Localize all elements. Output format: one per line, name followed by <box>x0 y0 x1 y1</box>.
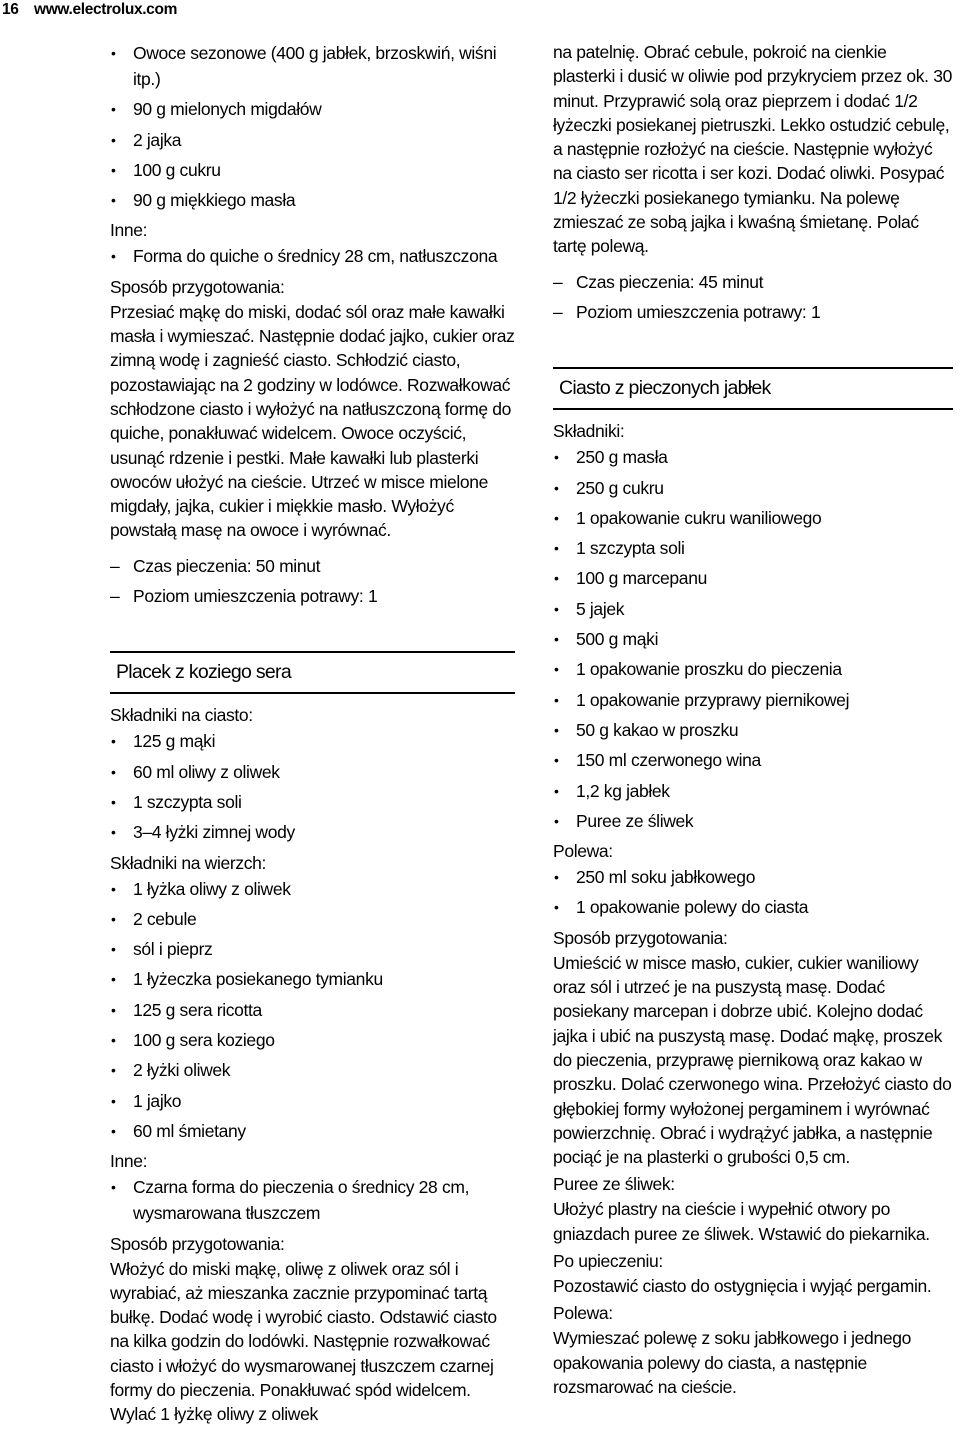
list-item: • 90 g mielonych migdałów <box>110 96 515 122</box>
left-column <box>110 40 515 1429</box>
method-text-continued: na patelnię. Obrać cebule, pokroić na cienkie plasterki i dusić w oliwie pod przykryciem przez ok. 30 minut. Przyprawić solą oraz pieprzem i dodać 1/2 łyżeczki posiekanej pietruszki. Lekko ostudzić cebulę, a następnie rozłożyć na cieście. Następnie wyłożyć na ciasto ser ricotta i ser kozi. Dodać oliwki. Posypać 1/2 łyżeczki posiekanego tymianku. Na polewę zmieszać ze sobą jajka i kwaśną śmietanę. Polać tartę polewą. <box>553 42 952 257</box>
list-item: • 1 szczypta soli <box>553 535 953 561</box>
shelf-level: – Poziom umieszczenia potrawy: 1 <box>553 299 953 325</box>
after-baking-heading: Po upieczeniu: <box>553 1250 663 1271</box>
list-item: • 5 jajek <box>553 596 953 622</box>
glaze-list <box>553 864 953 920</box>
dough-heading: Składniki na ciasto: <box>110 705 253 726</box>
dough-list <box>110 728 515 845</box>
recipe-title: Placek z koziego sera <box>116 661 291 684</box>
list-item: • 2 cebule <box>110 906 515 932</box>
list-item: • 1 łyżka oliwy z oliwek <box>110 876 515 902</box>
page-header <box>0 0 960 24</box>
glaze-text: Wymieszać polewę z soku jabłkowego i jednego opakowania polewy do ciasta, a następnie rozsmarować na cieście. <box>553 1328 911 1397</box>
list-item: • 1 opakowanie proszku do pieczenia <box>553 656 953 682</box>
list-item: • 60 ml oliwy z oliwek <box>110 759 515 785</box>
list-item: • 100 g sera koziego <box>110 1027 515 1053</box>
recipe-title-box <box>553 367 953 410</box>
list-item: • 1 jajko <box>110 1088 515 1114</box>
shelf-level: – Poziom umieszczenia potrawy: 1 <box>110 583 515 609</box>
list-item: • Owoce sezonowe (400 g jabłek, brzoskwiń, wiśni itp.) <box>110 40 515 92</box>
other-list <box>110 243 515 269</box>
bake-info-list <box>553 269 953 325</box>
list-item: • 1 opakowanie przyprawy piernikowej <box>553 687 953 713</box>
list-item: • 250 g masła <box>553 444 953 470</box>
method-text: Włożyć do miski mąkę, oliwę z oliwek oraz sól i wyrabiać, aż mieszanka zacznie przypominać tartą bułkę. Dodać wodę i wyrobić ciasto. Odstawić ciasto na kilka godzin do lodówki. Następnie rozwałkować ciasto i włożyć do wysmarowanej tłuszczem czarnej formy do pieczenia. Ponakłuwać spód widelcem. Wylać 1 łyżkę oliwy z oliwek <box>110 1258 497 1425</box>
list-item: • 1 łyżeczka posiekanego tymianku <box>110 966 515 992</box>
list-item: • Czarna forma do pieczenia o średnicy 28 cm, wysmarowana tłuszczem <box>110 1174 515 1226</box>
list-item: • 100 g marcepanu <box>553 565 953 591</box>
list-item: • 250 ml soku jabłkowego <box>553 864 953 890</box>
method-text: Przesiać mąkę do miski, dodać sól oraz małe kawałki masła i wymieszać. Następnie dodać jajko, cukier oraz zimną wodę i zagnieść ciasto. Schłodzić ciasto, pozostawiając na 2 godziny w lodówce. Rozwałkować schłodzone ciasto i wyłożyć na natłuszczoną formę do quiche, ponakłuwać widelcem. Owoce oczyścić, usunąć rdzenie i pestki. Małe kawałki lub plasterki owoców ułożyć na cieście. Utrzeć w misce mielone migdały, jajka, cukier i miękkie masło. Wyłożyć powstałą masę na owoce i wyrównać. <box>110 301 515 541</box>
website-link[interactable]: www.electrolux.com <box>34 1 178 18</box>
topping-list <box>110 876 515 1144</box>
list-item: • 1 opakowanie cukru waniliowego <box>553 505 953 531</box>
bake-time: – Czas pieczenia: 45 minut <box>553 269 953 295</box>
method-heading: Sposób przygotowania: <box>110 1233 285 1254</box>
list-item: • Puree ze śliwek <box>553 808 953 834</box>
bake-time: – Czas pieczenia: 50 minut <box>110 553 515 579</box>
right-column <box>553 40 953 1401</box>
list-item: • Forma do quiche o średnicy 28 cm, natłuszczona <box>110 243 515 269</box>
list-item: • 250 g cukru <box>553 475 953 501</box>
page-number: 16 <box>2 1 19 18</box>
recipe-title-box <box>110 651 515 694</box>
list-item: • 125 g sera ricotta <box>110 997 515 1023</box>
list-item: • 1 opakowanie polewy do ciasta <box>553 894 953 920</box>
other-heading: Inne: <box>110 1151 148 1172</box>
fruit-ingredient-list <box>110 40 515 213</box>
method-text: Umieścić w misce masło, cukier, cukier waniliowy oraz sól i utrzeć je na puszystą masę. Dodać posiekany marcepan i dobrze ubić. Kolejno dodać jajka i ubić na puszystą masę. Dodać mąkę, proszek do pieczenia, przyprawę piernikową oraz kakao w proszku. Dolać czerwonego wina. Przełożyć ciasto do głębokiej formy wyłożonej pergaminem i wyrównać powierzchnię. Obrać i wydrążyć jabłka, a następnie pociąć je na plasterki o grubości 0,5 cm. <box>553 952 952 1168</box>
list-item: • 150 ml czerwonego wina <box>553 747 953 773</box>
other-list <box>110 1174 515 1226</box>
glaze-heading: Polewa: <box>553 1303 613 1324</box>
ingredient-list <box>553 444 953 834</box>
puree-text: Ułożyć plastry na cieście i wypełnić otwory po gniazdach puree ze śliwek. Wstawić do piekarnika. <box>553 1199 930 1244</box>
list-item: • sól i pieprz <box>110 936 515 962</box>
glaze-heading: Polewa: <box>553 841 613 862</box>
method-heading: Sposób przygotowania: <box>110 276 285 297</box>
bake-info-list <box>110 553 515 609</box>
list-item: • 90 g miękkiego masła <box>110 187 515 213</box>
list-item: • 50 g kakao w proszku <box>553 717 953 743</box>
list-item: • 3–4 łyżki zimnej wody <box>110 819 515 845</box>
list-item: • 2 łyżki oliwek <box>110 1057 515 1083</box>
list-item: • 1,2 kg jabłek <box>553 778 953 804</box>
list-item: • 2 jajka <box>110 127 515 153</box>
other-heading: Inne: <box>110 220 148 241</box>
recipe-title: Ciasto z pieczonych jabłek <box>559 377 771 400</box>
ingredients-heading: Składniki: <box>553 421 625 442</box>
topping-heading: Składniki na wierzch: <box>110 852 267 873</box>
list-item: • 500 g mąki <box>553 626 953 652</box>
list-item: • 100 g cukru <box>110 157 515 183</box>
after-baking-text: Pozostawić ciasto do ostygnięcia i wyjąć pergamin. <box>553 1275 932 1296</box>
list-item: • 125 g mąki <box>110 728 515 754</box>
list-item: • 1 szczypta soli <box>110 789 515 815</box>
puree-heading: Puree ze śliwek: <box>553 1174 675 1195</box>
method-heading: Sposób przygotowania: <box>553 927 728 948</box>
list-item: • 60 ml śmietany <box>110 1118 515 1144</box>
